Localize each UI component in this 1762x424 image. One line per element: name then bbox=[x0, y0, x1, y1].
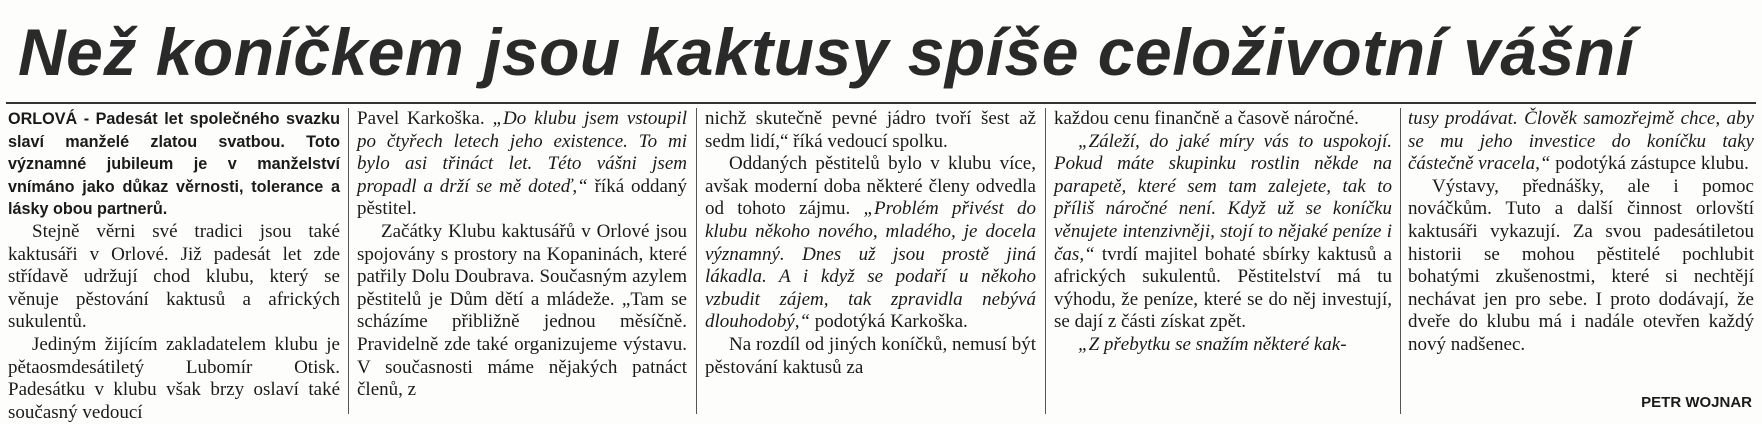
quote-text: „Záleží, do jaké míry vás to uspokojí. Pokud máte skupinku rostlin někde na parapetě, které sem tam zalejete, tak to příliš náročné není. Když už se koníčku věnujete intenzivněji, stojí to nějaké peníze i čas,“ bbox=[1054, 130, 1392, 265]
quote-text: tusy prodávat. Člověk samozřejmě chce, aby se mu jeho investice do koníčku taky částečně vracela,“ bbox=[1408, 108, 1754, 175]
body-paragraph: nichž skutečně pevné jádro tvoří šest až sedm lidí,“ říká vedoucí spolku. bbox=[705, 108, 1036, 152]
column-divider bbox=[696, 108, 697, 414]
body-text: říká oddaný pěstitel. bbox=[357, 175, 687, 220]
article-column-4 bbox=[1054, 108, 1392, 408]
quote-paragraph: „Z přebytku se snažím některé kak- bbox=[1078, 333, 1347, 355]
body-paragraph: Jediným žijícím zakladatelem klubu je pětaosmdesátiletý Lubomír Otisk. Padesátku v klubu však brzy oslaví také současný vedoucí bbox=[8, 333, 340, 423]
body-text: Pavel Karkoška. bbox=[357, 108, 493, 129]
article-column-5 bbox=[1408, 108, 1754, 408]
body-paragraph: Začátky Klubu kaktusářů v Orlové jsou spojovány s prostory na Kopaninách, které patřily Dolu Doubrava. Současným azylem pěstitelů je Dům dětí a mládeže. „Tam se scházíme přibližně jednou měsíčně. Pravidelně zde také organizujeme výstavu. V současnosti máme nějakých patnáct členů, z bbox=[357, 220, 687, 401]
body-paragraph: každou cenu finančně a časově náročné. bbox=[1054, 108, 1359, 129]
author-byline: PETR WOJNAR bbox=[1641, 394, 1752, 411]
quote-text: „Problém přivést do klubu někoho nového, mladého, je docela významný. Dnes už jsou prostě jiná lákadla. A i když se podaří u někoho vzbudit zájem, tak zpravidla nebývá dlouhodobý,“ bbox=[705, 198, 1036, 333]
body-text: tvrdí majitel bohaté sbírky kaktusů a afrických sukulentů. Pěstitelství má tu výhodu, že peníze, které se do něj investují, se dají z části získat zpět. bbox=[1054, 243, 1392, 333]
body-paragraph: Výstavy, přednášky, ale i pomoc nováčkům. Tuto a další činnost orlovští kaktusáři vykazují. Za svou padesátiletou historii se mohou pěstitelé pochlubit bohatými zkušenostmi, které si nechtějí nechávat jen pro sebe. I proto dodávají, že dveře do klubu má i nadále otevřen každý nový nadšenec. bbox=[1408, 175, 1754, 355]
body-paragraph bbox=[1408, 108, 1754, 176]
article-column-1 bbox=[8, 108, 340, 423]
column-divider bbox=[348, 108, 349, 414]
headline-rule bbox=[6, 102, 1756, 104]
body-paragraph bbox=[357, 108, 687, 221]
body-text: podotýká Karkoška. bbox=[810, 311, 968, 333]
article-column-3 bbox=[705, 108, 1036, 408]
column-divider bbox=[1400, 108, 1401, 414]
headline: Než koníčkem jsou kaktusy spíše celoživotní vášní bbox=[18, 15, 1635, 89]
quote-text: „Do klubu jsem vstoupil po čtyřech letech jeho existence. To mi bylo asi třináct let. Této vášni jsem propadl a drží se mě doteď,“ bbox=[357, 108, 687, 197]
body-paragraph: Stejně věrni své tradici jsou také kaktusáři v Orlové. Již padesát let zde střídavě udržují chod klubu, který se věnuje pěstování kaktusů a afrických sukulentů. bbox=[8, 220, 340, 333]
body-text: podotýká zástupce klubu. bbox=[1550, 153, 1749, 175]
body-paragraph bbox=[1054, 131, 1392, 334]
column-divider bbox=[1045, 108, 1046, 414]
body-paragraph: Na rozdíl od jiných koníčků, nemusí být pěstování kaktusů za bbox=[705, 333, 1036, 378]
body-paragraph bbox=[705, 153, 1036, 334]
lead-paragraph: ORLOVÁ - Padesát let společného svazku slaví manželé zlatou svatbou. Toto významné jubileum je v manželství vnímáno jako důkaz věrnosti, tolerance a lásky obou partnerů. bbox=[8, 110, 340, 219]
article-column-2 bbox=[357, 108, 687, 408]
body-text: Oddaných pěstitelů bylo v klubu více, avšak moderní doba některé členy odvedla od tohoto zájmu. bbox=[705, 153, 1036, 220]
